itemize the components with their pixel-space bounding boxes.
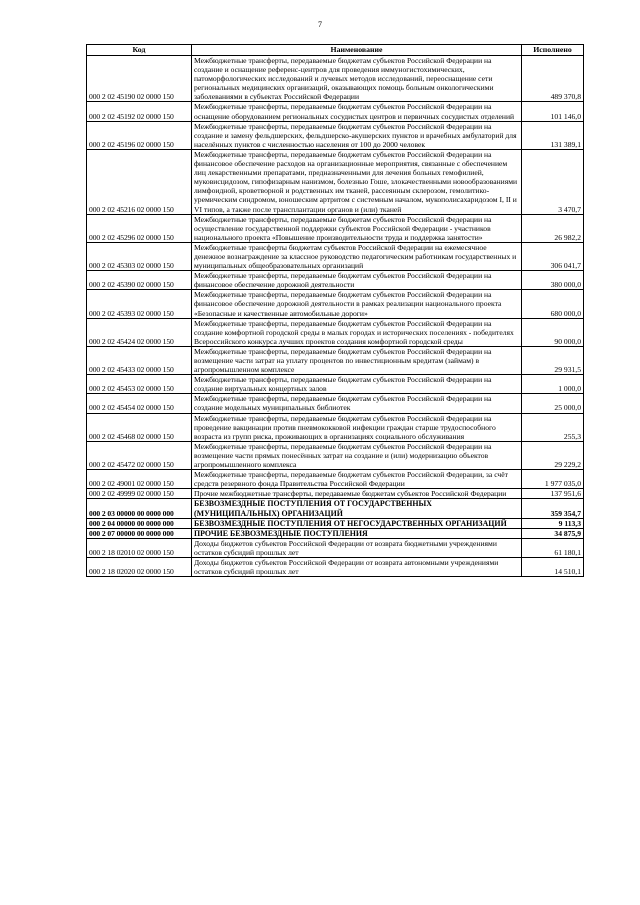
table-row xyxy=(87,149,584,214)
row-name: ПРОЧИЕ БЕЗВОЗМЕЗДНЫЕ ПОСТУПЛЕНИЯ xyxy=(192,528,522,538)
row-code: 000 2 02 45390 02 0000 150 xyxy=(87,271,192,290)
table-row xyxy=(87,271,584,290)
row-name: Межбюджетные трансферты, передаваемые бюджетам субъектов Российской Федерации на создание комфортной городской среды в малых городах и исторических поселениях - победителях Всероссийского конкурса лучших проектов создания комфортной городской среды xyxy=(192,318,522,346)
row-code: 000 2 02 45216 02 0000 150 xyxy=(87,149,192,214)
row-name: Межбюджетные трансферты, передаваемые бюджетам субъектов Российской Федерации на оснащение оборудованием региональных сосудистых центров и первичных сосудистых отделений xyxy=(192,102,522,121)
row-code: 000 2 02 45192 02 0000 150 xyxy=(87,102,192,121)
row-code: 000 2 02 49001 02 0000 150 xyxy=(87,470,192,489)
table-header-row xyxy=(87,45,584,56)
row-name: Доходы бюджетов субъектов Российской Федерации от возврата бюджетными учреждениями остатков субсидий прошлых лет xyxy=(192,538,522,557)
row-code: 000 2 02 45296 02 0000 150 xyxy=(87,214,192,242)
table-row xyxy=(87,499,584,518)
row-name: Прочие межбюджетные трансферты, передаваемые бюджетам субъектов Российской Федерации xyxy=(192,489,522,499)
row-amount: 61 180,1 xyxy=(522,538,584,557)
row-code: 000 2 02 45424 02 0000 150 xyxy=(87,318,192,346)
table-row xyxy=(87,489,584,499)
row-code: 000 2 02 45472 02 0000 150 xyxy=(87,441,192,469)
table-row xyxy=(87,214,584,242)
row-amount: 101 146,0 xyxy=(522,102,584,121)
row-name: Межбюджетные трансферты, передаваемые бюджетам субъектов Российской Федерации на осуществление государственной поддержки субъектов Российской Федерации - участников национального проекта «Повышение производительности труда и поддержка занятости» xyxy=(192,214,522,242)
row-amount: 34 875,9 xyxy=(522,528,584,538)
row-amount: 380 000,0 xyxy=(522,271,584,290)
row-amount: 90 000,0 xyxy=(522,318,584,346)
header-amount: Исполнено xyxy=(522,45,584,56)
row-name: Доходы бюджетов субъектов Российской Федерации от возврата автономными учреждениями остатков субсидий прошлых лет xyxy=(192,557,522,576)
row-code: 000 2 03 00000 00 0000 000 xyxy=(87,499,192,518)
row-amount: 3 470,7 xyxy=(522,149,584,214)
table-row xyxy=(87,441,584,469)
row-code: 000 2 18 02020 02 0000 150 xyxy=(87,557,192,576)
row-code: 000 2 07 00000 00 0000 000 xyxy=(87,528,192,538)
table-row xyxy=(87,375,584,394)
row-code: 000 2 02 45303 02 0000 150 xyxy=(87,242,192,270)
row-amount: 25 000,0 xyxy=(522,394,584,413)
row-code: 000 2 02 45393 02 0000 150 xyxy=(87,290,192,318)
row-amount: 131 389,1 xyxy=(522,121,584,149)
row-name: Межбюджетные трансферты, передаваемые бюджетам субъектов Российской Федерации на финансовое обеспечение дорожной деятельности в рамках реализации национального проекта «Безопасные и качественные автомобильные дороги» xyxy=(192,290,522,318)
row-code: 000 2 02 45196 02 0000 150 xyxy=(87,121,192,149)
row-name: Межбюджетные трансферты, передаваемые бюджетам субъектов Российской Федерации на финансовое обеспечение расходов на организационные мероприятия, связанные с обеспечением лиц лекарственными препаратами, предназначенными для лечения больных гемофилией, муковисцидозом, гипофизарным нанизмом, болезнью Гоше, злокачественными новообразованиями лимфоидной, кроветворной и родственных им тканей, рассеянным склерозом, гемолитико-уремическим синдромом, юношеским артритом с системным началом, мукополисахаридозом I, II и VI типов, а также после трансплантации органов и (или) тканей xyxy=(192,149,522,214)
table-row xyxy=(87,102,584,121)
table-row xyxy=(87,528,584,538)
row-amount: 29 229,2 xyxy=(522,441,584,469)
table-row xyxy=(87,394,584,413)
row-name: Межбюджетные трансферты, передаваемые бюджетам субъектов Российской Федерации на проведение вакцинации против пневмококковой инфекции граждан старше трудоспособного возраста из групп риска, проживающих в организациях социального обслуживания xyxy=(192,413,522,441)
row-amount: 255,3 xyxy=(522,413,584,441)
header-name: Наименование xyxy=(192,45,522,56)
row-name: Межбюджетные трансферты, передаваемые бюджетам субъектов Российской Федерации на финансовое обеспечение дорожной деятельности xyxy=(192,271,522,290)
table-row xyxy=(87,518,584,528)
table-body xyxy=(87,56,584,577)
table-row xyxy=(87,318,584,346)
row-code: 000 2 02 45468 02 0000 150 xyxy=(87,413,192,441)
table-row xyxy=(87,242,584,270)
revenue-table xyxy=(86,44,584,577)
row-name: Межбюджетные трансферты, передаваемые бюджетам субъектов Российской Федерации на создание и замену фельдшерских, фельдшерско-акушерских пунктов и врачебных амбулаторий для населённых пунктов с численностью населения от 100 до 2000 человек xyxy=(192,121,522,149)
row-name: Межбюджетные трансферты, передаваемые бюджетам субъектов Российской Федерации на возмещение части прямых понесённых затрат на создание и (или) модернизацию объектов агропромышленного комплекса xyxy=(192,441,522,469)
row-amount: 359 354,7 xyxy=(522,499,584,518)
table-row xyxy=(87,290,584,318)
table-row xyxy=(87,538,584,557)
row-amount: 9 113,3 xyxy=(522,518,584,528)
row-name: БЕЗВОЗМЕЗДНЫЕ ПОСТУПЛЕНИЯ ОТ НЕГОСУДАРСТВЕННЫХ ОРГАНИЗАЦИЙ xyxy=(192,518,522,528)
row-name: Межбюджетные трансферты, передаваемые бюджетам субъектов Российской Федерации на создание и оснащение референс-центров для проведения иммуногистохимических, патоморфологических исследований и лучевых методов исследований, переоснащение сети региональных медицинских организаций, оказывающих помощь больным онкологическими заболеваниями в субъектах Российской Федерации xyxy=(192,56,522,102)
row-amount: 137 951,6 xyxy=(522,489,584,499)
row-amount: 306 041,7 xyxy=(522,242,584,270)
table-row xyxy=(87,557,584,576)
table-row xyxy=(87,346,584,374)
row-code: 000 2 02 49999 02 0000 150 xyxy=(87,489,192,499)
row-amount: 680 000,0 xyxy=(522,290,584,318)
row-amount: 1 000,0 xyxy=(522,375,584,394)
row-name: Межбюджетные трансферты, передаваемые бюджетам субъектов Российской Федерации на создание виртуальных концертных залов xyxy=(192,375,522,394)
row-amount: 26 982,2 xyxy=(522,214,584,242)
row-code: 000 2 02 45453 02 0000 150 xyxy=(87,375,192,394)
row-name: Межбюджетные трансферты бюджетам субъектов Российской Федерации на ежемесячное денежное вознаграждение за классное руководство педагогическим работникам государственных и муниципальных общеобразовательных организаций xyxy=(192,242,522,270)
row-amount: 1 977 035,0 xyxy=(522,470,584,489)
row-amount: 489 370,8 xyxy=(522,56,584,102)
row-code: 000 2 02 45190 02 0000 150 xyxy=(87,56,192,102)
row-name: Межбюджетные трансферты, передаваемые бюджетам субъектов Российской Федерации на создание модельных муниципальных библиотек xyxy=(192,394,522,413)
row-name: Межбюджетные трансферты, передаваемые бюджетам субъектов Российской Федерации, за счёт средств резервного фонда Правительства Российской Федерации xyxy=(192,470,522,489)
table-row xyxy=(87,121,584,149)
table-row xyxy=(87,413,584,441)
row-name: Межбюджетные трансферты, передаваемые бюджетам субъектов Российской Федерации на возмещение части затрат на уплату процентов по инвестиционным кредитам (займам) в агропромышленном комплексе xyxy=(192,346,522,374)
table-row xyxy=(87,56,584,102)
row-amount: 14 510,1 xyxy=(522,557,584,576)
page-number: 7 xyxy=(318,20,322,29)
table-row xyxy=(87,470,584,489)
row-code: 000 2 02 45454 02 0000 150 xyxy=(87,394,192,413)
row-code: 000 2 18 02010 02 0000 150 xyxy=(87,538,192,557)
row-code: 000 2 04 00000 00 0000 000 xyxy=(87,518,192,528)
row-name: БЕЗВОЗМЕЗДНЫЕ ПОСТУПЛЕНИЯ ОТ ГОСУДАРСТВЕННЫХ (МУНИЦИПАЛЬНЫХ) ОРГАНИЗАЦИЙ xyxy=(192,499,522,518)
row-code: 000 2 02 45433 02 0000 150 xyxy=(87,346,192,374)
row-amount: 29 931,5 xyxy=(522,346,584,374)
header-code: Код xyxy=(87,45,192,56)
